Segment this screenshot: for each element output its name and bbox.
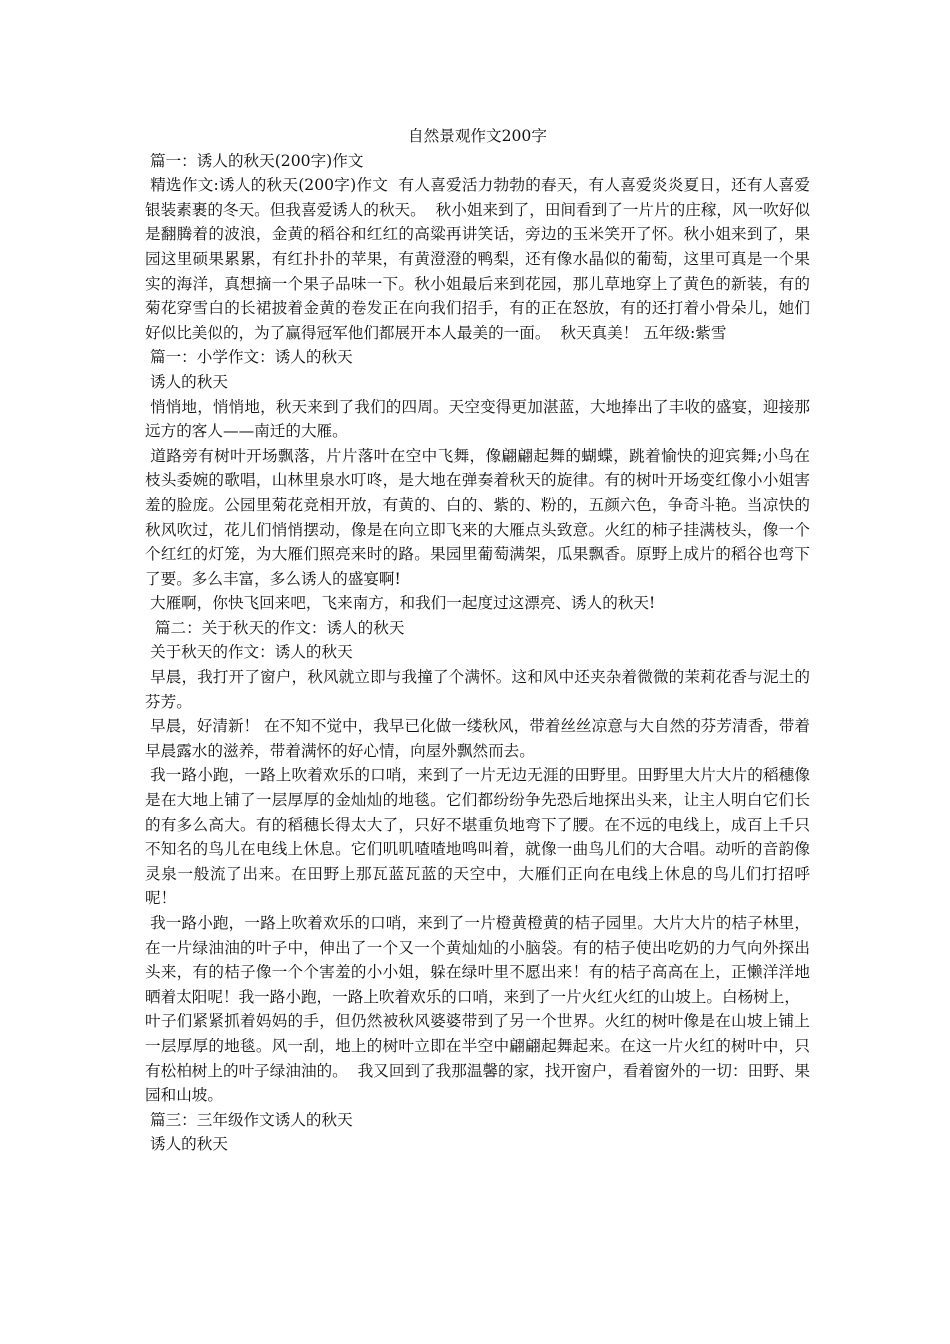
paragraph-2: 悄悄地，悄悄地，秋天来到了我们的四周。天空变得更加湛蓝，大地捧出了丰收的盛宴，迎接那远方的客人——南迁的大雁。 (145, 397, 810, 441)
heading-4: 篇三：三年级作文诱人的秋天 (145, 1110, 353, 1129)
paragraph-8: 我一路小跑，一路上吹着欢乐的口哨，来到了一片橙黄橙黄的桔子园里。大片大片的桔子林里，在一片绿油油的叶子中，伸出了一个又一个黄灿灿的小脑袋。有的桔子使出吃奶的力气向外探出头来，有的桔子像一个个害羞的小小姐，躲在绿叶里不愿出来！有的桔子高高在上，正懒洋洋地晒着太阳呢！我一路小跑，一路上吹着欢乐的口哨，来到了一片火红火红的山坡上。白杨树上， (145, 914, 810, 1006)
paragraph-4: 大雁啊，你快飞回来吧，飞来南方，和我们一起度过这漂亮、诱人的秋天! (145, 594, 656, 613)
paragraph-6: 早晨，好清新！ 在不知不觉中，我早已化做一缕秋风，带着丝丝凉意与大自然的芬芳清香，带着早晨露水的滋养，带着满怀的好心情，向屋外飘然而去。 (145, 717, 810, 760)
subheading-4: 诱人的秋天 (145, 1135, 228, 1154)
paragraph-3: 道路旁有树叶开场飘落，片片落叶在空中飞舞，像翩翩起舞的蝴蝶，跳着愉快的迎宾舞;小鸟在枝头委婉的歌唱，山林里泉水叮咚，是大地在弹奏着秋天的旋律。有的树叶开场变红像小小姐害羞的脸庞。公园里菊花竞相开放，有黄的、白的、紫的、粉的，五颜六色，争奇斗艳。当凉快的秋风吹过，花儿们悄悄摆动，像是在向立即飞来的大雁点头致意。火红的柿子挂满枝头，像一个个红红的灯笼，为大雁们照亮来时的路。果园里葡萄满架，瓜果飘香。原野上成片的稻谷也弯下了要。多么丰富，多么诱人的盛宴啊! (145, 446, 810, 588)
subheading-3: 关于秋天的作文：诱人的秋天 (145, 643, 353, 662)
document-title: 自然景观作文200字 (408, 127, 547, 145)
paragraph-7: 我一路小跑，一路上吹着欢乐的口哨，来到了一片无边无涯的田野里。田野里大片大片的稻穗像是在大地上铺了一层厚厚的金灿灿的地毯。它们都纷纷争先恐后地探出头来，让主人明白它们长的有多么高大。有的稻穗长得太大了，只好不堪重负地弯下了腰。在不远的电线上，成百上千只不知名的鸟儿在电线上休息。它们叽叽喳喳地鸣叫着，就像一曲鸟儿们的大合唱。动听的音韵像灵泉一般流了出来。在田野上那瓦蓝瓦蓝的天空中，大雁们正向在电线上休息的鸟儿们打招呼呢！ (145, 766, 810, 908)
paragraph-9: 叶子们紧紧抓着妈妈的手，但仍然被秋风婆婆带到了另一个世界。火红的树叶像是在山坡上铺上一层厚厚的地毯。风一刮，地上的树叶立即在半空中翩翩起舞起来。在这一片火红的树叶中，只有松柏树上的叶子绿油油的。 我又回到了我那温馨的家，找开窗户，看着窗外的一切：田野、果园和山坡。 (145, 1012, 810, 1105)
heading-2: 篇一：小学作文：诱人的秋天 (145, 348, 353, 367)
paragraph-1: 精选作文:诱人的秋天(200字)作文 有人喜爱活力勃勃的春天，有人喜爱炎炎夏日，还有人喜爱银装素裹的冬天。但我喜爱诱人的秋天。 秋小姐来到了，田间看到了一片片的庄稼，风一吹好似是翻腾着的波浪，金黄的稻谷和红红的高粱再讲笑话，旁边的玉米笑开了怀。秋小姐来到了，果园这里硕果累累，有红扑扑的苹果，有黄澄澄的鸭梨，还有像水晶似的葡萄，这里可真是一个果实的海洋，真想摘一个果子品味一下。秋小姐最后来到花园，那儿草地穿上了黄色的新装，有的菊花穿雪白的长裙披着金黄的卷发正在向我们招手，有的正在怒放，有的还打着小骨朵儿，她们好似比美似的，为了赢得冠军他们都展开本人最美的一面。 秋天真美！ 五年级:紫雪 (145, 176, 810, 342)
subheading-2: 诱人的秋天 (145, 372, 228, 391)
heading-3: 篇二：关于秋天的作文：诱人的秋天 (145, 618, 405, 637)
heading-1: 篇一：诱人的秋天(200字)作文 (145, 151, 364, 170)
paragraph-5: 早晨，我打开了窗户，秋风就立即与我撞了个满怀。这和风中还夹杂着微微的茉莉花香与泥土的芬芳。 (145, 668, 810, 711)
document-page (145, 124, 810, 1157)
